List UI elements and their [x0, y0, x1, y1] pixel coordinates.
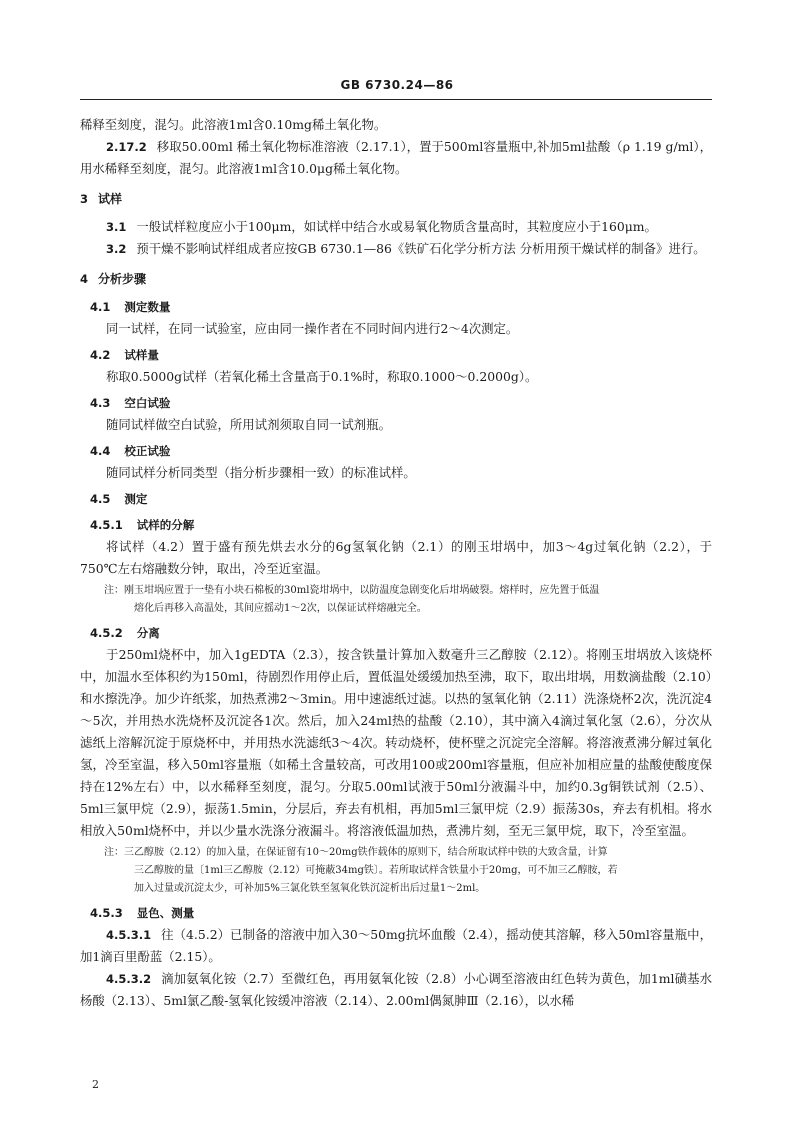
- clause-number: 4.5.3.2: [106, 972, 152, 986]
- section-3-heading: [80, 188, 712, 210]
- clause-4-5-2-text: 于250ml烧杯中，加入1gEDTA（2.3），按含铁量计算加入数毫升三乙醇胺（2.12）。将刚玉坩埚放入该烧杯中，加温水至体积约为150ml，待剧烈作用停止后，置低温处缓缓加热至沸，取下，取出坩埚，用数滴盐酸（2.10）和水擦洗净。加少许纸浆，加热煮沸2～3min。用中速滤纸过滤。以热的氢氧化钠（2.11）洗涤烧杯2次，洗沉淀4～5次，并用热水洗烧杯及沉淀各1次。然后，加入24ml热的盐酸（2.10），其中滴入4滴过氧化氢（2.6），分次从滤纸上溶解沉淀于原烧杯中，并用热水洗滤纸3～4次。转动烧杯，使杯壁之沉淀完全溶解。将溶液煮沸分解过氧化氢，冷至室温，移入50ml容量瓶（如稀土含量较高，可改用100或200ml容量瓶，但应补加相应量的盐酸使酸度保持在12%左右）中，以水稀释至刻度，混匀。分取5.00ml试液于50ml分液漏斗中，加约0.3g铜铁试剂（2.5）、5ml三氯甲烷（2.9），振荡1.5min，分层后，弃去有机相，再加5ml三氯甲烷（2.9）振荡30s，弃去有机相。将水相放入50ml烧杯中，并以少量水洗涤分液漏斗。将溶液低温加热，煮沸片刻，至无三氯甲烷，取下，冷至室温。: [80, 647, 712, 838]
- section-number: 4: [80, 272, 89, 286]
- clause-title: 试样量: [124, 348, 159, 362]
- clause-number: 4.2: [90, 348, 111, 362]
- clause-title: 空白试验: [124, 396, 171, 410]
- clause-title: 显色、测量: [136, 906, 195, 920]
- clause-4-5-heading: [90, 488, 712, 510]
- clause-number: 2.17.2: [106, 140, 147, 154]
- clause-4-5-2-heading: [90, 622, 712, 644]
- clause-4-5-1-text: 将试样（4.2）置于盛有预先烘去水分的6g氢氧化钠（2.1）的刚玉坩埚中，加3～4g过氧化钠（2.2），于750℃左右熔融数分钟，取出，冷至近室温。: [80, 539, 712, 576]
- clause-number: 4.5: [90, 492, 111, 506]
- header-rule: [80, 99, 712, 100]
- section-4-heading: [80, 268, 712, 290]
- clause-title: 测定: [124, 492, 148, 506]
- clause-4-3-heading: [90, 392, 712, 414]
- note-1: [80, 582, 712, 618]
- section-number: 3: [80, 192, 89, 206]
- clause-number: 4.5.3: [90, 906, 123, 920]
- clause-number: 4.4: [90, 444, 111, 458]
- clause-text: 一般试样粒度应小于100μm，如试样中结合水或易氧化物质含量高时，其粒度应小于160μm。: [136, 219, 657, 234]
- clause-number: 4.1: [90, 300, 111, 314]
- clause-text: 往（4.5.2）已制备的溶液中加入30～50mg抗坏血酸（2.4），摇动使其溶解，移入50ml容量瓶中，加1滴百里酚蓝（2.15）。: [80, 927, 712, 964]
- clause-4-4-text: 随同试样分析同类型（指分析步骤相一致）的标准试样。: [106, 465, 416, 480]
- clause-number: 4.5.2: [90, 626, 123, 640]
- paragraph-continuation: 稀释至刻度，混匀。此溶液1ml含0.10mg稀土氧化物。: [80, 117, 387, 132]
- note-line: 注：三乙醇胺（2.12）的加入量，在保证留有10～20mg铁作载体的原则下，结合所取试样中铁的大致含量，计算: [104, 847, 608, 858]
- clause-number: 4.5.1: [90, 518, 123, 532]
- clause-title: 测定数量: [124, 300, 171, 314]
- clause-4-4-heading: [90, 440, 712, 462]
- document-header: GB 6730.24—86: [340, 78, 454, 92]
- note-line: 熔化后再移入高温处，其间应摇动1～2次，以保证试样熔融完全。: [134, 603, 427, 614]
- note-line: 加入过量或沉淀太少，可补加5%三氯化铁至氢氧化铁沉淀析出后过量1～2ml。: [134, 883, 486, 894]
- clause-number: 3.1: [106, 220, 127, 234]
- page-number: 2: [92, 1078, 99, 1091]
- clause-title: 试样的分解: [136, 518, 195, 532]
- clause-number: 4.5.3.1: [106, 928, 152, 942]
- clause-4-5-3-heading: [90, 902, 712, 924]
- clause-4-1-heading: [90, 296, 712, 318]
- clause-4-2-heading: [90, 344, 712, 366]
- clause-text: 预干燥不影响试样组成者应按GB 6730.1—86《铁矿石化学分析方法 分析用预干燥试样的制备》进行。: [136, 241, 706, 256]
- clause-4-5-1-heading: [90, 514, 712, 536]
- clause-3-1: [80, 216, 712, 238]
- clause-title: 校正试验: [124, 444, 171, 458]
- clause-number: 4.3: [90, 396, 111, 410]
- clause-number: 3.2: [106, 242, 127, 256]
- clause-3-2: [80, 238, 712, 260]
- clause-4-1-text: 同一试样，在同一试验室，应由同一操作者在不同时间内进行2～4次测定。: [106, 321, 519, 336]
- clause-text: 滴加氨氧化铵（2.7）至微红色，再用氨氧化铵（2.8）小心调至溶液由红色转为黄色，加1ml磺基水杨酸（2.13）、5ml氯乙酸-氢氧化铵缓冲溶液（2.14）、2.00ml偶氮胂Ⅲ（2.16），以水稀: [80, 971, 712, 1008]
- clause-2-17-2: [80, 136, 712, 180]
- clause-title: 分离: [136, 626, 160, 640]
- note-line: 注：刚玉坩埚应置于一垫有小块石棉板的30ml瓷坩埚中，以防温度急剧变化后坩埚破裂。熔样时，应先置于低温: [104, 585, 600, 596]
- clause-4-3-text: 随同试样做空白试验，所用试剂须取自同一试剂瓶。: [106, 417, 391, 432]
- note-2: [80, 844, 712, 898]
- clause-4-5-3-1: [80, 924, 712, 968]
- clause-4-2-text: 称取0.5000g试样（若氧化稀土含量高于0.1%时，称取0.1000～0.2000g）。: [106, 369, 538, 384]
- note-line: 三乙醇胺的量〔1ml三乙醇胺（2.12）可掩蔽34mg铁〕。若所取试样含铁量小于20mg，可不加三乙醇胺，若: [134, 865, 618, 876]
- clause-text: 移取50.00ml 稀土氧化物标准溶液（2.17.1），置于500ml容量瓶中,补加5ml盐酸（ρ 1.19 g/ml），用水稀释至刻度，混匀。此溶液1ml含10.0μg稀土氧化物。: [80, 139, 712, 176]
- page-body: [80, 114, 712, 1012]
- section-title: 分析步骤: [98, 272, 147, 286]
- clause-4-5-3-2: [80, 968, 712, 1012]
- section-title: 试样: [98, 192, 123, 206]
